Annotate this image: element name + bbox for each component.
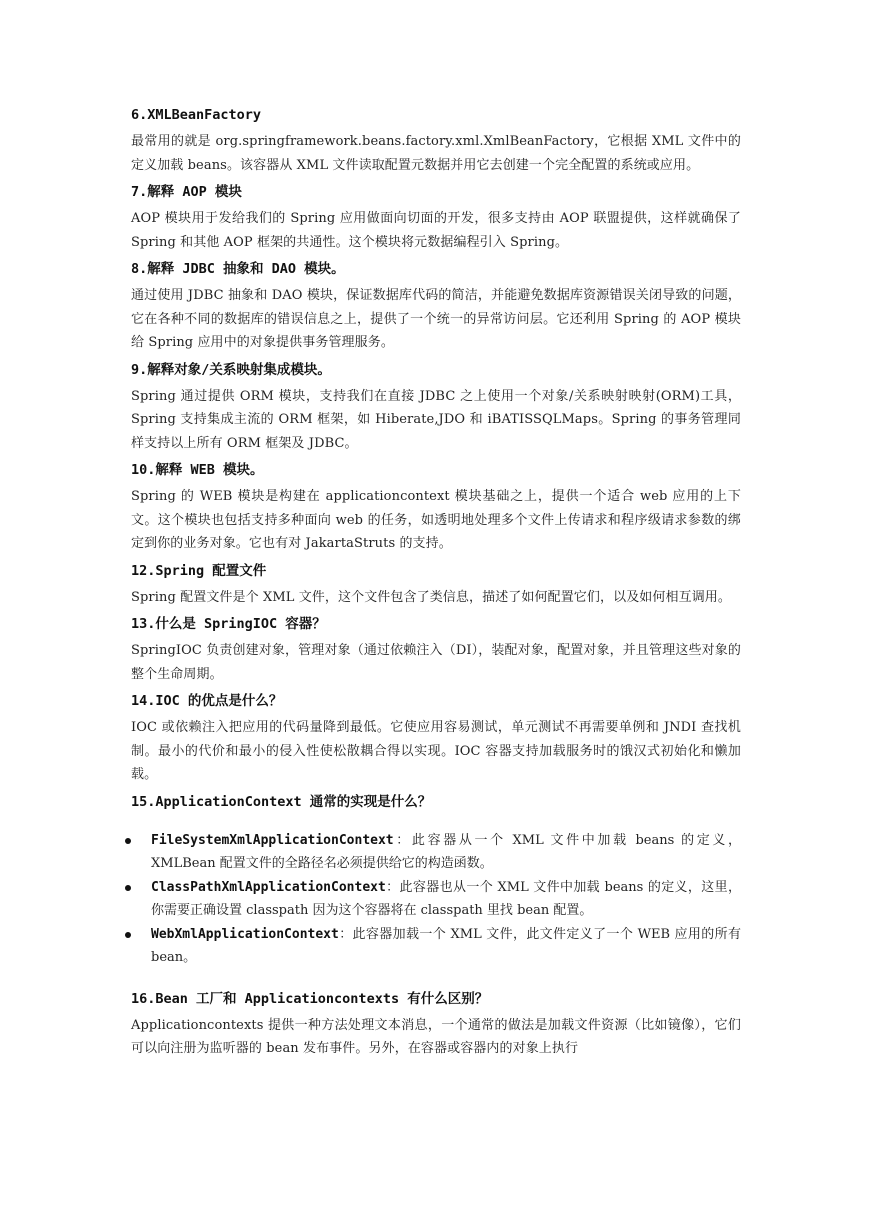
list-item-text: ：此容器从一个 XML 文件中加载 beans 的定义，XMLBean 配置文件的全路径名必须提供给它的构造函数。 [151, 832, 741, 871]
section-paragraph: 通过使用 JDBC 抽象和 DAO 模块，保证数据库代码的简洁，并能避免数据库资源错误关闭导致的问题，它在各种不同的数据库的错误信息之上，提供了一个统一的异常访问层。它还利用 Spring 的 AOP 模块给 Spring 应用中的对象提供事务管理服务。 [131, 288, 741, 350]
section-14 [131, 690, 741, 787]
section-7 [131, 181, 741, 254]
list-item-text: ：此容器也从一个 XML 文件中加载 beans 的定义，这里，你需要正确设置 classpath 因为这个容器将在 classpath 里找 bean 配置。 [151, 879, 741, 918]
section-10 [131, 459, 741, 556]
implementation-list [131, 829, 741, 970]
section-heading: 12.Spring 配置文件 [131, 562, 267, 579]
section-heading: 8.解释 JDBC 抽象和 DAO 模块。 [131, 261, 345, 277]
list-item-term: WebXmlApplicationContext [151, 926, 339, 942]
section-paragraph: SpringIOC 负责创建对象，管理对象（通过依赖注入（DI），装配对象，配置对象，并且管理这些对象的整个生命周期。 [131, 643, 741, 682]
list-item [131, 923, 741, 970]
section-heading: 14.IOC 的优点是什么？ [131, 693, 283, 709]
bullet-icon [125, 838, 131, 844]
bullet-icon [125, 885, 131, 891]
section-12 [131, 560, 741, 610]
section-9 [131, 359, 741, 456]
section-heading: 16.Bean 工厂和 Applicationcontexts 有什么区别？ [131, 990, 489, 1007]
section-heading: 9.解释对象/关系映射集成模块。 [131, 361, 331, 378]
section-heading: 6.XMLBeanFactory [131, 107, 262, 123]
section-heading: 13.什么是 SpringIOC 容器？ [131, 616, 326, 632]
section-paragraph: AOP 模块用于发给我们的 Spring 应用做面向切面的开发，很多支持由 AOP 联盟提供，这样就确保了 Spring 和其他 AOP 框架的共通性。这个模块将元数据编程引入 Spring。 [131, 211, 741, 250]
section-heading: 10.解释 WEB 模块。 [131, 462, 264, 478]
section-paragraph: Spring 的 WEB 模块是构建在 applicationcontext 模块基础之上，提供一个适合 web 应用的上下文。这个模块也包括支持多种面向 web 的任务，如透明地处理多个文件上传请求和程序级请求参数的绑定到你的业务对象。它也有对 JakartaStruts 的支持。 [131, 489, 741, 551]
section-heading: 15.ApplicationContext 通常的实现是什么？ [131, 793, 432, 810]
list-item-term: FileSystemXmlApplicationContext [151, 832, 394, 848]
section-heading: 7.解释 AOP 模块 [131, 184, 242, 200]
section-paragraph: Spring 配置文件是个 XML 文件，这个文件包含了类信息，描述了如何配置它们，以及如何相互调用。 [131, 589, 731, 605]
section-15 [131, 791, 741, 970]
document-page [131, 104, 741, 1065]
list-item-term: ClassPathXmlApplicationContext [151, 879, 386, 895]
section-8 [131, 258, 741, 355]
section-paragraph: 最常用的就是 org.springframework.beans.factory.xml.XmlBeanFactory，它根据 XML 文件中的定义加载 beans。该容器从 XML 文件读取配置元数据并用它去创建一个完全配置的系统或应用。 [131, 134, 741, 173]
bullet-icon [125, 932, 131, 938]
list-item [131, 876, 741, 923]
list-item-text: ：此容器加载一个 XML 文件，此文件定义了一个 WEB 应用的所有 bean。 [151, 926, 741, 965]
list-item [131, 829, 741, 876]
section-paragraph: IOC 或依赖注入把应用的代码量降到最低。它使应用容易测试，单元测试不再需要单例和 JNDI 查找机制。最小的代价和最小的侵入性使松散耦合得以实现。IOC 容器支持加载服务时的饿汉式初始化和懒加载。 [131, 720, 741, 782]
section-6 [131, 104, 741, 177]
section-16 [131, 988, 741, 1061]
section-paragraph: Applicationcontexts 提供一种方法处理文本消息，一个通常的做法是加载文件资源（比如镜像），它们可以向注册为监听器的 bean 发布事件。另外，在容器或容器内的对象上执行 [131, 1017, 741, 1056]
section-paragraph: Spring 通过提供 ORM 模块，支持我们在直接 JDBC 之上使用一个对象/关系映射映射(ORM)工具，Spring 支持集成主流的 ORM 框架，如 Hiberate,JDO 和 iBATISSQLMaps。Spring 的事务管理同样支持以上所有 ORM 框架及 JDBC。 [131, 388, 741, 451]
section-13 [131, 613, 741, 686]
